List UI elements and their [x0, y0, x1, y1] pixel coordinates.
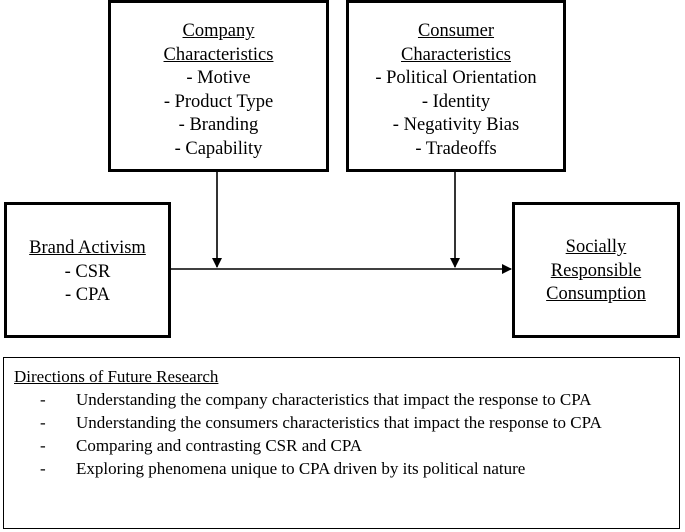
social-title-line1: Socially [565, 237, 627, 257]
consumer-title-line1: Consumer [417, 21, 495, 41]
consumer-title-line2: Characteristics [401, 44, 511, 65]
company-characteristics-box [108, 0, 329, 172]
company-item: - Branding [178, 115, 259, 135]
bullet-dash: - [40, 413, 46, 432]
consumer-characteristics-box [346, 0, 566, 172]
list-item [40, 434, 660, 457]
consumer-item: - Tradeoffs [415, 138, 497, 159]
socially-responsible-consumption-box [512, 202, 680, 338]
list-item [40, 388, 660, 411]
list-item-text: Comparing and contrasting CSR and CPA [76, 436, 363, 455]
future-research-box [3, 357, 680, 529]
company-item: - Capability [174, 138, 263, 159]
consumer-item: - Political Orientation [375, 68, 537, 88]
brand-activism-title: Brand Activism [29, 238, 146, 258]
bullet-dash: - [40, 459, 46, 478]
bullet-dash: - [40, 390, 46, 409]
list-item-text: Understanding the consumers characteristics that impact the response to CPA [76, 413, 602, 432]
brand-item: - CSR [64, 261, 111, 282]
company-title-line2: Characteristics [163, 44, 274, 65]
brand-item: - CPA [64, 285, 111, 305]
future-research-list [40, 388, 660, 480]
consumer-item: - Negativity Bias [392, 115, 520, 135]
list-item [40, 411, 660, 434]
brand-activism-box [4, 202, 171, 338]
company-item: - Motive [186, 68, 251, 88]
future-research-title: Directions of Future Research [14, 367, 219, 386]
social-title-line2: Responsible [550, 260, 642, 281]
list-item-text: Exploring phenomena unique to CPA driven by its political nature [76, 459, 526, 478]
company-item: - Product Type [163, 91, 274, 112]
list-item [40, 457, 660, 480]
list-item-text: Understanding the company characteristics that impact the response to CPA [76, 390, 592, 409]
consumer-item: - Identity [421, 91, 491, 112]
company-title-line1: Company [182, 21, 255, 41]
bullet-dash: - [40, 436, 46, 455]
social-title-line3: Consumption [546, 284, 646, 304]
